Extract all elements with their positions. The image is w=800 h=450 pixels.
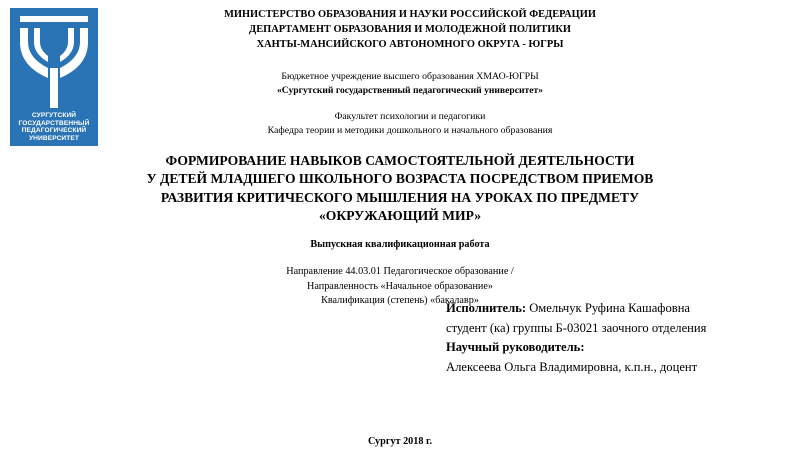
logo-caption xyxy=(10,112,98,142)
specialization-line: Направленность «Начальное образование» xyxy=(307,280,493,292)
thesis-title xyxy=(40,152,760,226)
student-group: студент (ка) группы Б-03021 заочного отделения xyxy=(446,320,707,335)
university-emblem-icon xyxy=(10,8,98,118)
title-line: У ДЕТЕЙ МЛАДШЕГО ШКОЛЬНОГО ВОЗРАСТА ПОСРЕДСТВОМ ПРИЕМОВ xyxy=(146,171,654,187)
logo-line: ПЕДАГОГИЧЕСКИЙ xyxy=(21,127,87,135)
institution-block xyxy=(110,70,710,98)
executor-block xyxy=(446,299,706,377)
title-line: ФОРМИРОВАНИЕ НАВЫКОВ САМОСТОЯТЕЛЬНОЙ ДЕЯТЕЛЬНОСТИ xyxy=(165,153,635,168)
title-line: «ОКРУЖАЮЩИЙ МИР» xyxy=(318,208,482,224)
logo-line: УНИВЕРСИТЕТ xyxy=(28,134,80,142)
header-line: ДЕПАРТАМЕНТ ОБРАЗОВАНИЯ И МОЛОДЕЖНОЙ ПОЛИТИКИ xyxy=(249,24,571,35)
university-name: «Сургутский государственный педагогический университет» xyxy=(277,85,543,96)
logo-line: СУРГУТСКИЙ xyxy=(31,112,77,120)
faculty-name: Факультет психологии и педагогики xyxy=(334,111,486,122)
header-line: ХАНТЫ-МАНСИЙСКОГО АВТОНОМНОГО ОКРУГА - ЮГРЫ xyxy=(256,39,564,50)
executor-line xyxy=(446,299,706,319)
executor-label: Исполнитель: xyxy=(446,301,527,315)
department-name: Кафедра теории и методики дошкольного и начального образования xyxy=(267,125,553,136)
faculty-block xyxy=(110,110,710,138)
qualification-line: Квалификация (степень) «бакалавр» xyxy=(321,295,479,306)
ministry-header xyxy=(110,7,710,52)
header-line: МИНИСТЕРСТВО ОБРАЗОВАНИЯ И НАУКИ РОССИЙСКОЙ ФЕДЕРАЦИИ xyxy=(224,9,596,20)
supervisor-name: Алексеева Ольга Владимировна, к.п.н., доцент xyxy=(446,359,698,374)
institution-line: Бюджетное учреждение высшего образования ХМАО-ЮГРЫ xyxy=(281,71,539,82)
direction-line: Направление 44.03.01 Педагогическое образование / xyxy=(286,266,514,277)
city-year: Сургут 2018 г. xyxy=(367,436,433,447)
executor-name: Омельчук Руфина Кашафовна xyxy=(526,301,691,315)
logo-line: ГОСУДАРСТВЕННЫЙ xyxy=(18,119,90,127)
supervisor-label: Научный руководитель: xyxy=(446,340,585,354)
university-logo xyxy=(10,8,98,146)
work-type: Выпускная квалификационная работа xyxy=(310,239,490,250)
title-line: РАЗВИТИЯ КРИТИЧЕСКОГО МЫШЛЕНИЯ НА УРОКАХ ПО ПРЕДМЕТУ xyxy=(160,189,640,205)
